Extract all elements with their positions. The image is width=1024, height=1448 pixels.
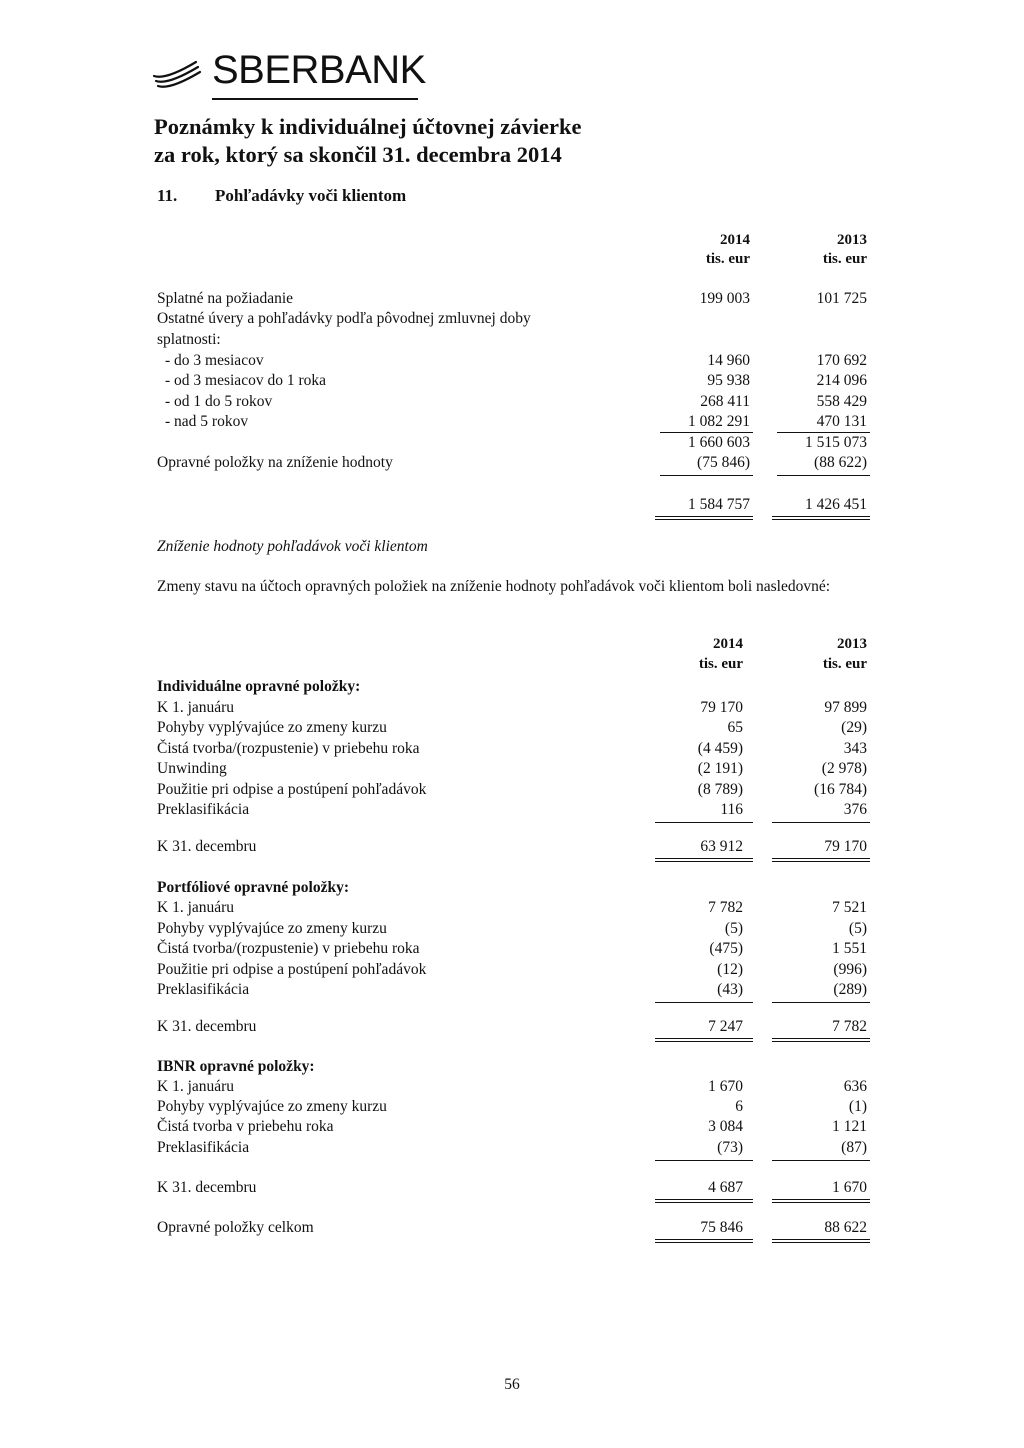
table1-col-2013-unit: tis. eur <box>822 251 867 267</box>
total-double-rule <box>655 858 753 859</box>
section-title: Pohľadávky voči klientom <box>215 186 407 205</box>
row-label: splatnosti: <box>157 331 221 348</box>
value-2013: 7 782 <box>832 1018 867 1035</box>
row-label: Pohyby vyplývajúce zo zmeny kurzu <box>157 920 387 937</box>
subtotal-rule <box>772 1160 870 1161</box>
value-2013: 1 670 <box>832 1179 867 1196</box>
value-2014: (75 846) <box>697 454 750 471</box>
value-2014: 63 912 <box>700 838 743 855</box>
row-label: K 31. decembru <box>157 1018 257 1035</box>
table2-col-2013-year: 2013 <box>837 636 867 652</box>
value-2013: (87) <box>841 1139 867 1156</box>
value-2014: 6 <box>735 1098 743 1115</box>
impairment-heading: Zníženie hodnoty pohľadávok voči klientom <box>157 538 428 555</box>
document-title-line1: Poznámky k individuálnej účtovnej závierke <box>154 114 582 139</box>
row-label: K 1. januáru <box>157 899 235 916</box>
row-label: Použitie pri odpise a postúpení pohľadávok <box>157 961 427 978</box>
total-double-rule <box>772 1202 870 1203</box>
value-2013: (16 784) <box>814 781 867 798</box>
page-number: 56 <box>504 1376 520 1393</box>
total-double-rule <box>772 1239 870 1240</box>
table2-row <box>0 899 1024 919</box>
total-double-rule <box>772 519 870 520</box>
portfolio-section-title: Portfóliové opravné položky: <box>157 879 350 896</box>
table2-row <box>0 981 1024 1001</box>
row-label: Preklasifikácia <box>157 801 250 818</box>
subtotal-rule <box>777 432 870 433</box>
subtotal-rule <box>655 1002 753 1003</box>
value-2013: (5) <box>848 920 867 937</box>
sberbank-swoosh-icon <box>150 56 202 92</box>
value-2014: 1 670 <box>708 1078 743 1095</box>
value-2013: (1) <box>848 1098 867 1115</box>
total-double-rule <box>655 1242 753 1243</box>
table1-row <box>0 310 1024 330</box>
table2-total-row <box>0 1018 1024 1038</box>
total-double-rule <box>772 1041 870 1042</box>
table1-row <box>0 352 1024 372</box>
value-2013: (2 978) <box>821 760 867 777</box>
total-double-rule <box>772 1242 870 1243</box>
value-2013: 1 551 <box>832 940 867 957</box>
table1-col-2013-year: 2013 <box>837 232 867 248</box>
row-label: Opravné položky na zníženie hodnoty <box>157 454 393 471</box>
row-label: K 1. januáru <box>157 1078 235 1095</box>
table2-row <box>0 801 1024 821</box>
total-double-rule <box>772 516 870 517</box>
value-2013: (29) <box>841 719 867 736</box>
value-2013: 343 <box>843 740 867 757</box>
value-2013: 636 <box>843 1078 867 1095</box>
value-2013: 558 429 <box>816 393 867 410</box>
table1-row <box>0 290 1024 310</box>
value-2014: (43) <box>717 981 743 998</box>
value-2014: (73) <box>717 1139 743 1156</box>
table1-row <box>0 331 1024 351</box>
logo-text: SBERBANK <box>212 48 426 92</box>
value-2014: 1 082 291 <box>688 413 750 430</box>
value-2013: 79 170 <box>824 838 867 855</box>
row-label: Čistá tvorba/(rozpustenie) v priebehu roka <box>157 740 420 757</box>
row-label: K 31. decembru <box>157 1179 257 1196</box>
table1-col-2014-year: 2014 <box>720 232 750 248</box>
value-2013: 7 521 <box>832 899 867 916</box>
total-double-rule <box>655 519 753 520</box>
logo-underline <box>212 98 418 100</box>
total-double-rule <box>772 1038 870 1039</box>
value-2013: 214 096 <box>816 372 867 389</box>
total-double-rule <box>772 1199 870 1200</box>
value-2013: (88 622) <box>814 454 867 471</box>
total-double-rule <box>655 516 753 517</box>
table2-row <box>0 740 1024 760</box>
table2-row <box>0 1118 1024 1138</box>
row-label: - nad 5 rokov <box>165 413 249 430</box>
total-double-rule <box>655 1239 753 1240</box>
table1-col-2014-unit: tis. eur <box>705 251 750 267</box>
value-2014: 1 660 603 <box>688 434 750 451</box>
table1-row <box>0 454 1024 474</box>
row-label: Opravné položky celkom <box>157 1219 314 1236</box>
value-2013: 1 121 <box>832 1118 867 1135</box>
individual-section-title: Individuálne opravné položky: <box>157 678 361 695</box>
table1-row <box>0 372 1024 392</box>
value-2014: 79 170 <box>700 699 743 716</box>
row-label: Preklasifikácia <box>157 1139 250 1156</box>
table2-row <box>0 920 1024 940</box>
table2-row <box>0 781 1024 801</box>
subtotal-rule <box>660 432 753 433</box>
row-label: Splatné na požiadanie <box>157 290 294 307</box>
subtotal-rule <box>777 475 870 476</box>
ibnr-section-title: IBNR opravné položky: <box>157 1058 315 1075</box>
value-2013: 101 725 <box>816 290 867 307</box>
document-title-line2: za rok, ktorý sa skončil 31. decembra 2014 <box>154 142 562 167</box>
row-label: Pohyby vyplývajúce zo zmeny kurzu <box>157 719 387 736</box>
value-2014: (475) <box>709 940 743 957</box>
value-2014: 199 003 <box>699 290 750 307</box>
total-double-rule <box>772 861 870 862</box>
row-label: K 31. decembru <box>157 838 257 855</box>
row-label: Pohyby vyplývajúce zo zmeny kurzu <box>157 1098 387 1115</box>
value-2014: 268 411 <box>700 393 750 410</box>
total-double-rule <box>655 861 753 862</box>
value-2014: 75 846 <box>700 1219 743 1236</box>
value-2013: 1 515 073 <box>805 434 867 451</box>
value-2014: (4 459) <box>697 740 743 757</box>
value-2014: 95 938 <box>707 372 750 389</box>
row-label: - do 3 mesiacov <box>165 352 264 369</box>
subtotal-rule <box>660 475 753 476</box>
impairment-intro: Zmeny stavu na účtoch opravných položiek na zníženie hodnoty pohľadávok voči klientom boli nasledovné: <box>157 578 831 595</box>
total-double-rule <box>655 1038 753 1039</box>
table1-row <box>0 413 1024 433</box>
total-double-rule <box>655 1041 753 1042</box>
value-2014: 116 <box>720 801 743 818</box>
subtotal-rule <box>772 822 870 823</box>
value-2014: 7 782 <box>708 899 743 916</box>
table2-total-row <box>0 1179 1024 1199</box>
row-label: - od 1 do 5 rokov <box>165 393 273 410</box>
row-label: Čistá tvorba/(rozpustenie) v priebehu roka <box>157 940 420 957</box>
table2-row <box>0 699 1024 719</box>
table2-row <box>0 1139 1024 1159</box>
row-label: Čistá tvorba v priebehu roka <box>157 1118 334 1135</box>
table2-total-row <box>0 838 1024 858</box>
table1-subtotal-row <box>0 434 1024 454</box>
grand-total-row <box>0 1219 1024 1239</box>
table2-row <box>0 719 1024 739</box>
total-double-rule <box>655 1202 753 1203</box>
total-double-rule <box>655 1199 753 1200</box>
value-2014: 3 084 <box>708 1118 743 1135</box>
subtotal-rule <box>655 1160 753 1161</box>
value-2014: 4 687 <box>708 1179 743 1196</box>
subtotal-rule <box>772 1002 870 1003</box>
value-2014: 65 <box>727 719 743 736</box>
row-label: K 1. januáru <box>157 699 235 716</box>
value-2013: 470 131 <box>816 413 867 430</box>
table2-col-2013-unit: tis. eur <box>822 656 867 672</box>
total-double-rule <box>772 858 870 859</box>
value-2014: (2 191) <box>697 760 743 777</box>
value-2013: (289) <box>833 981 867 998</box>
value-2014: (12) <box>717 961 743 978</box>
row-label: Preklasifikácia <box>157 981 250 998</box>
value-2014: 1 584 757 <box>688 496 750 513</box>
value-2014: 14 960 <box>707 352 750 369</box>
section-number: 11. <box>157 186 178 205</box>
value-2013: 376 <box>843 801 867 818</box>
value-2013: 97 899 <box>824 699 867 716</box>
table1-row <box>0 393 1024 413</box>
table2-row <box>0 940 1024 960</box>
table1-total-row <box>0 496 1024 516</box>
row-label: - od 3 mesiacov do 1 roka <box>165 372 326 389</box>
value-2013: 88 622 <box>824 1219 867 1236</box>
row-label: Unwinding <box>157 760 227 777</box>
table2-row <box>0 760 1024 780</box>
row-label: Použitie pri odpise a postúpení pohľadávok <box>157 781 427 798</box>
table2-col-2014-year: 2014 <box>713 636 743 652</box>
value-2014: 7 247 <box>708 1018 743 1035</box>
value-2013: (996) <box>833 961 867 978</box>
table2-col-2014-unit: tis. eur <box>698 656 743 672</box>
value-2014: (5) <box>724 920 743 937</box>
value-2013: 170 692 <box>816 352 867 369</box>
row-label: Ostatné úvery a pohľadávky podľa pôvodnej zmluvnej doby <box>157 310 531 327</box>
table2-row <box>0 961 1024 981</box>
value-2014: (8 789) <box>697 781 743 798</box>
value-2013: 1 426 451 <box>805 496 867 513</box>
table2-row <box>0 1078 1024 1098</box>
table2-row <box>0 1098 1024 1118</box>
subtotal-rule <box>655 822 753 823</box>
